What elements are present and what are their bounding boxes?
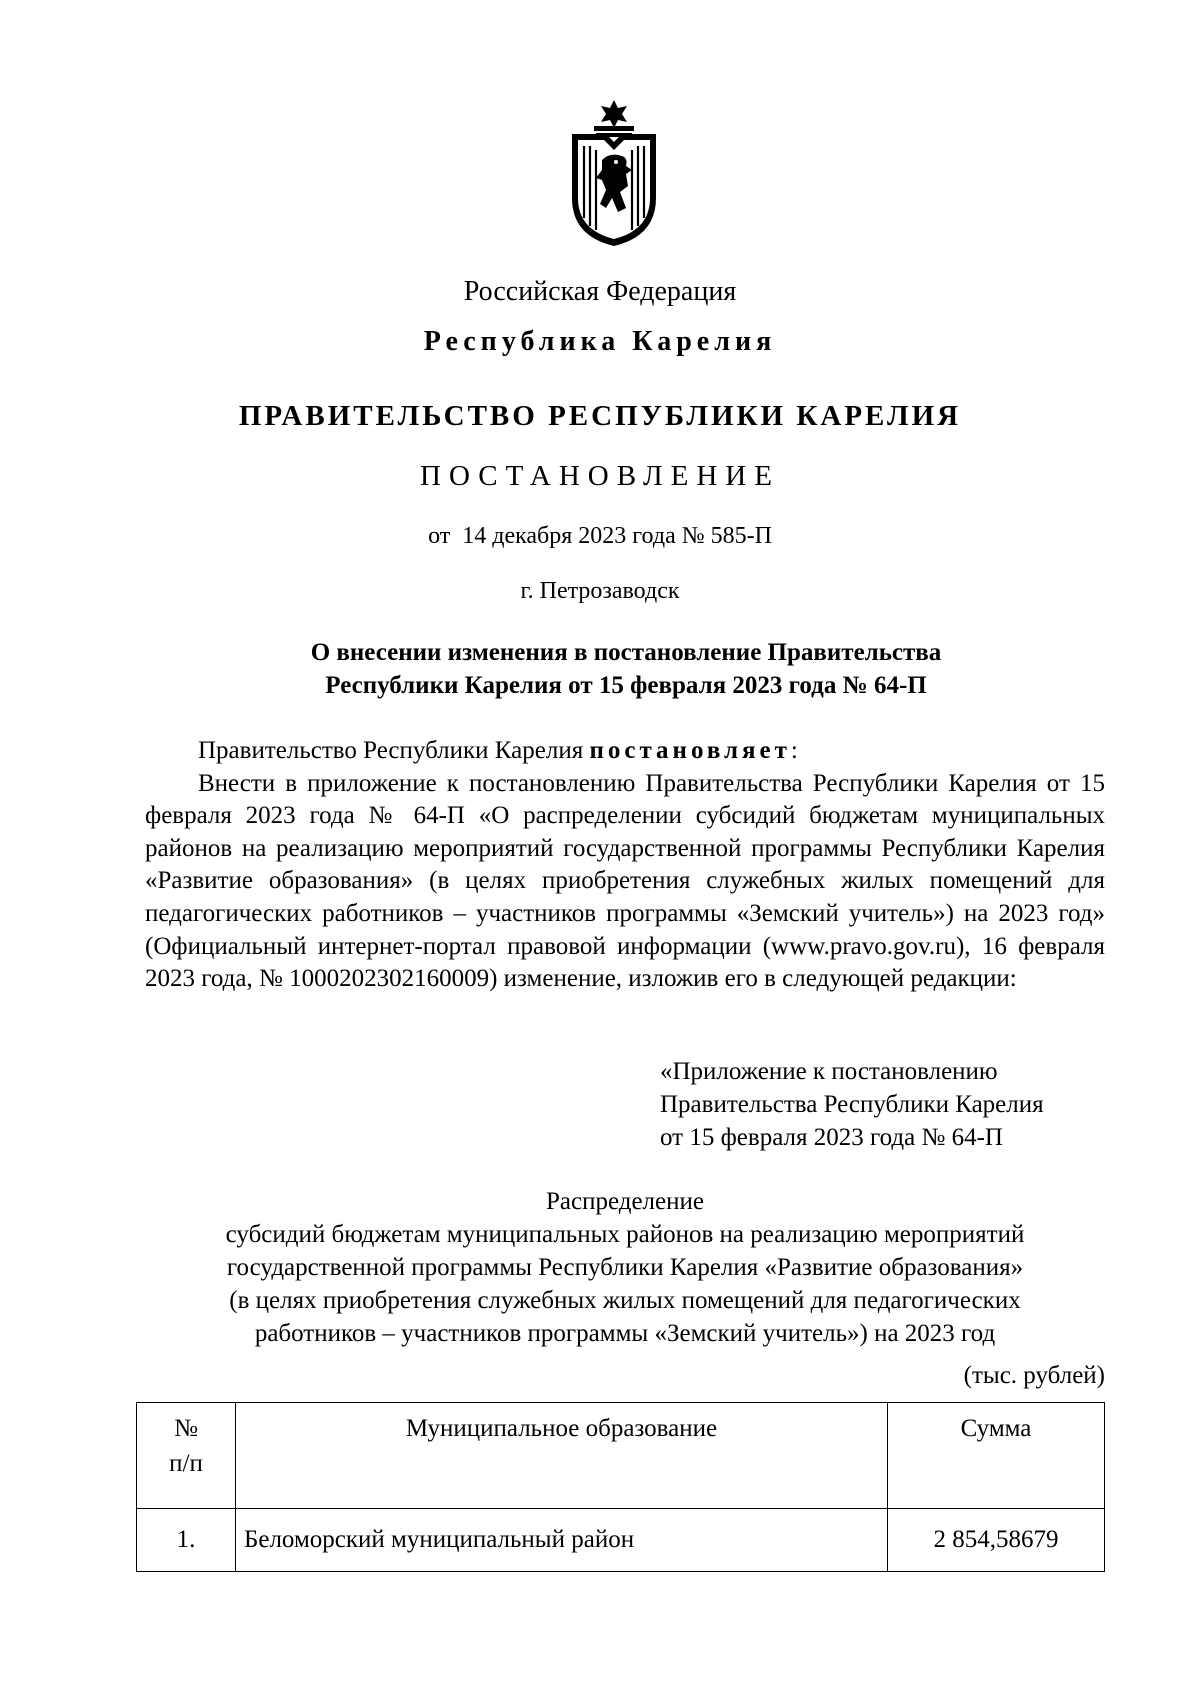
allocation-table: [136, 1402, 1105, 1572]
header-number-abbr: п/п: [169, 1450, 203, 1477]
distribution-line: работников – участников программы «Земский учитель») на 2023 год: [254, 1320, 996, 1347]
table-header-row: [137, 1403, 1105, 1509]
title-line: Республики Карелия от 15 февраля 2023 года № 64-П: [325, 672, 927, 699]
column-header-sum: Сумма: [888, 1403, 1105, 1509]
table-units: (тыс. рублей): [963, 1362, 1105, 1389]
government-name: ПРАВИТЕЛЬСТВО РЕСПУБЛИКИ КАРЕЛИЯ: [238, 400, 962, 432]
document-date-number: от 14 декабря 2023 года № 585-П: [428, 523, 772, 549]
document-title: [0, 636, 1200, 702]
distribution-line: государственной программы Республики Карелия «Развитие образования»: [226, 1254, 1024, 1281]
row-number: 1.: [137, 1509, 236, 1572]
header-number-symbol: №: [174, 1415, 198, 1442]
decree-line: [145, 735, 1105, 768]
republic-name: Республика Карелия: [423, 326, 777, 357]
karelia-coat-of-arms-icon: [566, 100, 662, 248]
distribution-heading: [145, 1185, 1105, 1350]
appendix-line: от 15 февраля 2023 года № 64-П: [660, 1124, 1003, 1151]
appendix-line: Правительства Республики Карелия: [660, 1091, 1044, 1118]
decree-intro: Правительство Республики Карелия: [198, 737, 590, 764]
appendix-reference: [660, 1055, 1044, 1154]
decree-verb: постановляет: [589, 737, 791, 764]
column-header-municipality: Муниципальное образование: [236, 1403, 888, 1509]
distribution-line: (в целях приобретения служебных жилых помещений для педагогических: [229, 1287, 1021, 1314]
decree-colon: :: [790, 737, 798, 764]
appendix-line: «Приложение к постановлению: [660, 1058, 998, 1085]
row-municipality: Беломорский муниципальный район: [236, 1509, 888, 1572]
column-header-number: [137, 1403, 236, 1509]
country-name: Российская Федерация: [463, 276, 737, 307]
document-type: ПОСТАНОВЛЕНИЕ: [420, 460, 780, 492]
distribution-line: субсидий бюджетам муниципальных районов на реализацию мероприятий: [225, 1221, 1025, 1248]
table-row: [137, 1509, 1105, 1572]
amendment-paragraph: Внести в приложение к постановлению Правительства Республики Карелия от 15 февраля 2023 года № 64-П «О распределении субсидий бюджетам муниципальных районов на реализацию мероприятий государственной программы Республики Карелия «Развитие образования» (в целях приобретения служебных жилых помещений для педагогических работников – участников программы «Земский учитель») на 2023 год» (Официальный интернет-портал правовой информации (www.pravo.gov.ru), 16 февраля 2023 года, № 1000202302160009) изменение, изложив его в следующей редакции:: [145, 769, 1105, 993]
document-body: [145, 735, 1105, 996]
row-sum: 2 854,58679: [888, 1509, 1105, 1572]
title-line: О внесении изменения в постановление Правительства: [310, 639, 942, 666]
distribution-title: Распределение: [546, 1188, 704, 1215]
document-city: г. Петрозаводск: [520, 578, 680, 604]
